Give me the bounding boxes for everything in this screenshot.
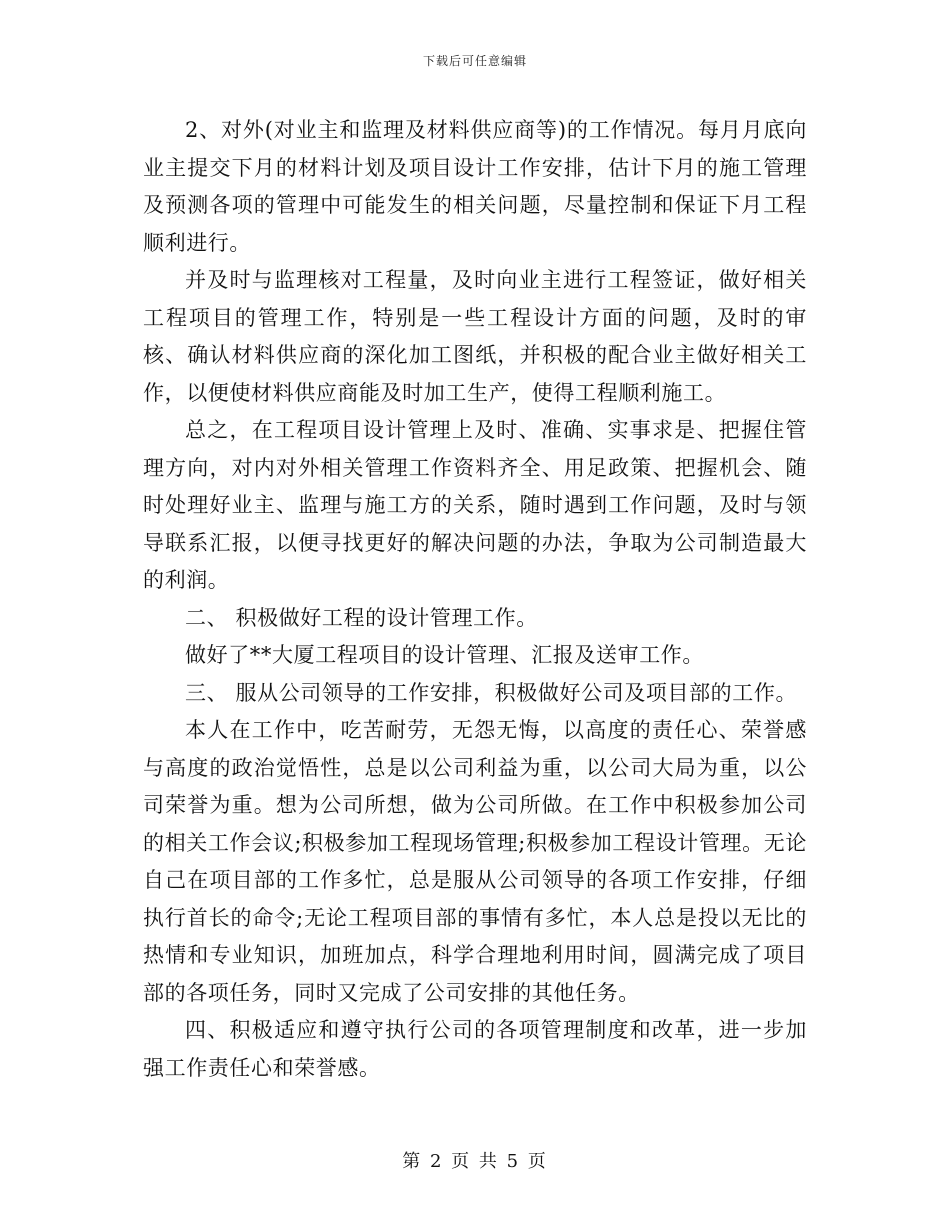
paragraph-external-work: 2、对外(对业主和监理及材料供应商等)的工作情况。每月月底向业主提交下月的材料计划及项目设计工作安排，估计下月的施工管理及预测各项的管理中可能发生的相关问题，尽量控制和保证下月工程顺利进行。	[143, 118, 807, 255]
document-body	[143, 112, 807, 1087]
section-heading-two: 二、 积极做好工程的设计管理工作。	[185, 605, 538, 630]
section-heading-three: 三、 服从公司领导的工作安排，积极做好公司及项目部的工作。	[185, 680, 798, 705]
page-header: 下载后可任意编辑	[422, 54, 527, 68]
paragraph-design-management: 做好了**大厦工程项目的设计管理、汇报及送审工作。	[185, 643, 704, 667]
page-number: 第 2 页 共 5 页	[402, 1151, 548, 1172]
paragraph-summary: 总之，在工程项目设计管理上及时、准确、实事求是、把握住管理方向，对内对外相关管理工作资料齐全、用足政策、把握机会、随时处理好业主、监理与施工方的关系，随时遇到工作问题，及时与领导联系汇报，以便寻找更好的解决问题的办法，争取为公司制造最大的利润。	[143, 418, 807, 592]
paragraph-work-attitude: 本人在工作中，吃苦耐劳，无怨无悔，以高度的责任心、荣誉感与高度的政治觉悟性，总是以公司利益为重，以公司大局为重，以公司荣誉为重。想为公司所想，做为公司所做。在工作中积极参加公司的相关工作会议;积极参加工程现场管理;积极参加工程设计管理。无论自己在项目部的工作多忙，总是服从公司领导的各项工作安排，仔细执行首长的命令;无论工程项目部的事情有多忙，本人总是投以无比的热情和专业知识，加班加点，科学合理地利用时间，圆满完成了项目部的各项任务，同时又完成了公司安排的其他任务。	[143, 718, 807, 1005]
paragraph-supervision: 并及时与监理核对工程量，及时向业主进行工程签证，做好相关工程项目的管理工作，特别是一些工程设计方面的问题，及时的审核、确认材料供应商的深化加工图纸，并积极的配合业主做好相关工作，以便使材料供应商能及时加工生产，使得工程顺利施工。	[143, 268, 807, 405]
section-heading-four: 四、积极适应和遵守执行公司的各项管理制度和改革，进一步加强工作责任心和荣誉感。	[143, 1018, 807, 1080]
